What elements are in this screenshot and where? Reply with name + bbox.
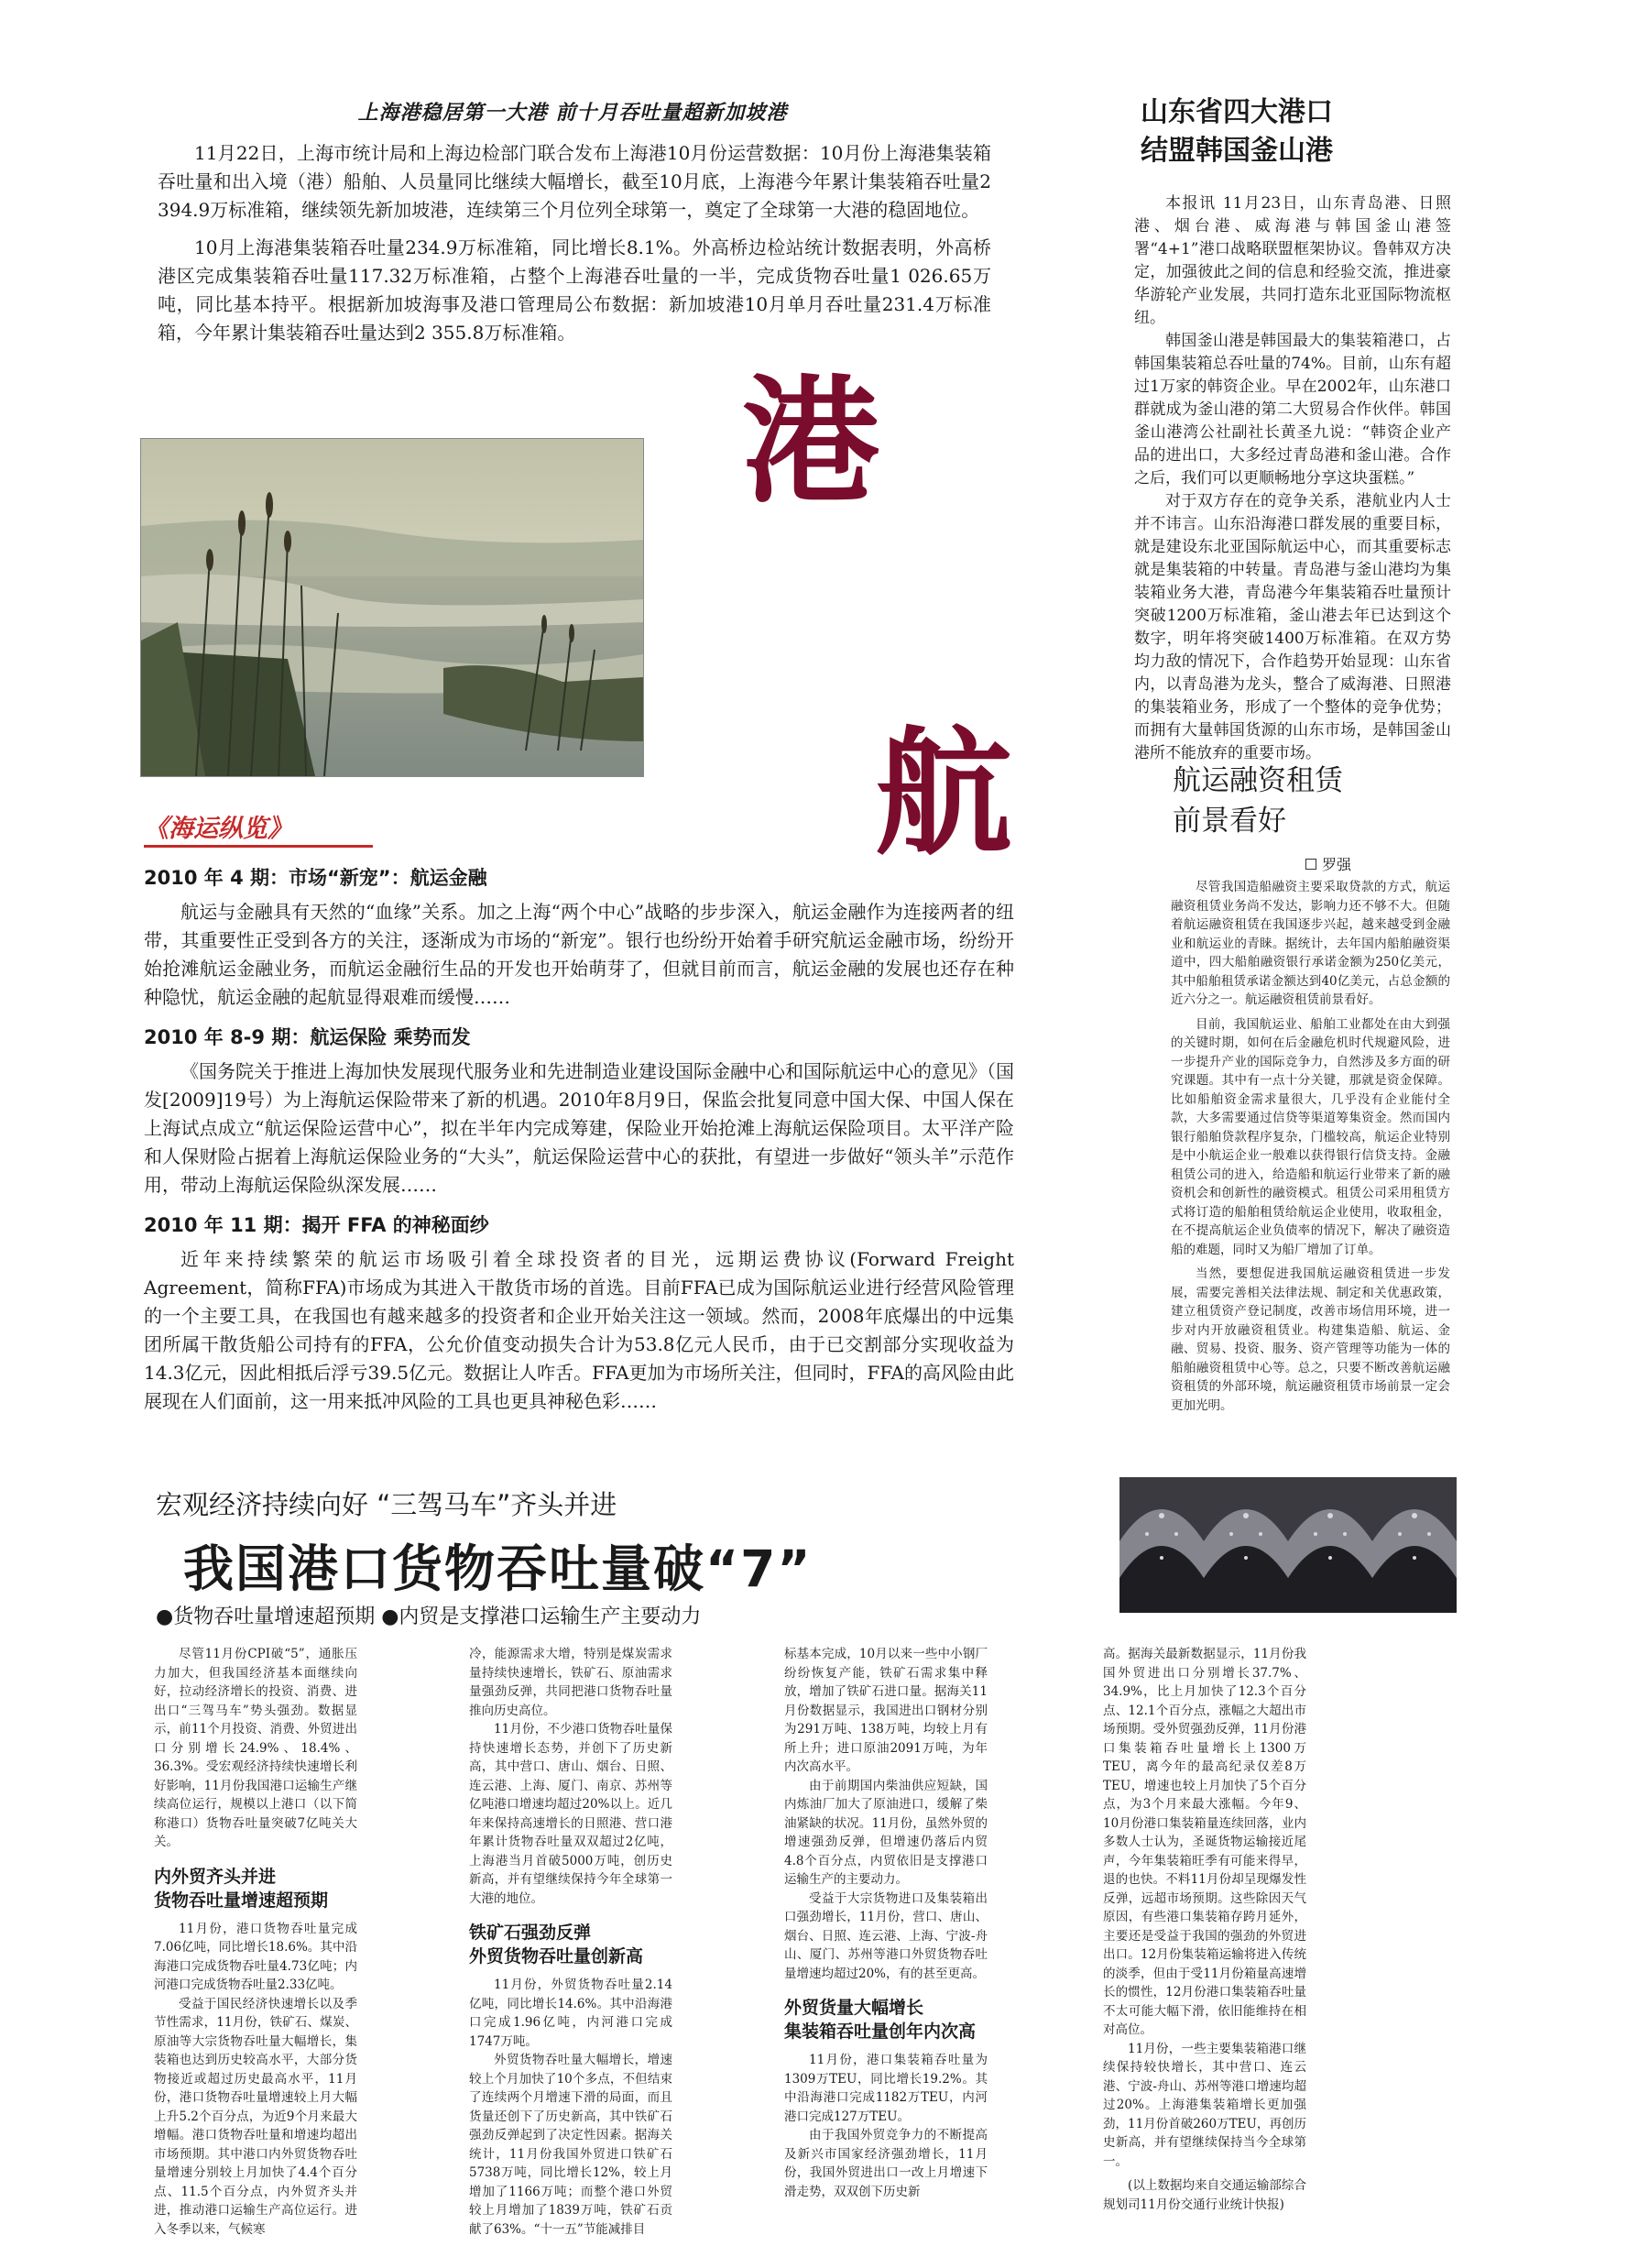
haiyun-body [144, 860, 1014, 1416]
haiyun-heading-1: 2010 年 4 期：市场“新宠”：航运金融 [144, 867, 487, 889]
shandong-title-line2: 结盟韩国釜山港 [1141, 135, 1333, 167]
paragraph: 11月份，港口货物吞吐量完成7.06亿吨，同比增长18.6%。其中沿海港口完成货物吞吐量4.73亿吨；内河港口完成货物吞吐量2.33亿吨。 [154, 1921, 357, 1992]
main-kicker: 宏观经济持续向好 “三驾马车”齐头并进 [156, 1489, 617, 1520]
painting-svg [141, 439, 643, 776]
haiyun-logo [144, 808, 292, 844]
subhead [154, 1865, 357, 1912]
financing-body [1171, 878, 1450, 1415]
paragraph: 韩国釜山港是韩国最大的集装箱港口，占韩国集装箱总吞吐量的74%。目前，山东有超过1万家的韩资企业。早在2002年，山东港口群就成为釜山港的第二大贸易合作伙伴。韩国釜山港湾公社副社长黄圣九说：“韩资企业产品的进出口，大多经过青岛港和釜山港。合作之后，我们可以更顺畅地分享这块蛋糕。” [1134, 332, 1451, 488]
landscape-painting-image [140, 438, 644, 777]
paragraph: 标基本完成，10月以来一些中小钢厂纷纷恢复产能，铁矿石需求集中释放，增加了铁矿石进口量。据海关11月份数据显示，我国进出口钢材分别为291万吨、138万吨，均较上月有所上升；进口原油2091万吨，为年内次高水平。 [784, 1647, 988, 1774]
paragraph: 航运与金融具有天然的“血缘”关系。加之上海“两个中心”战略的步步深入，航运金融作为连接两者的纽带，其重要性正受到各方的关注，逐渐成为市场的“新宠”。银行也纷纷开始着手研究航运金融市场，纷纷开始抢滩航运金融业务，而航运金融衍生品的开发也开始萌芽了，但就目前而言，航运金融的发展也还存在种种隐忧，航运金融的起航显得艰难而缓慢…… [144, 901, 1014, 1008]
subhead [784, 1996, 988, 2043]
paragraph: 11月份，港口集装箱吞吐量为1309万TEU，同比增长19.2%。其中沿海港口完成1182万TEU，内河港口完成127万TEU。 [784, 2053, 988, 2124]
top-article-body [158, 139, 991, 347]
shandong-title [1141, 93, 1379, 170]
main-headline: 我国港口货物吞吐量破“7” [183, 1539, 813, 1598]
subhead-line: 货物吞吐量增速超预期 [154, 1890, 329, 1911]
subhead-line: 集装箱吞吐量创年内次高 [784, 2021, 977, 2042]
paragraph: 目前，我国航运业、船舶工业都处在由大到强的关键时期，如何在后金融危机时代规避风险，进一步提升产业的国际竞争力，自然涉及多方面的研究课题。其中有一点十分关键，那就是资金保障。比如船舶资金需求量很大，几乎没有企业能付全款，大多需要通过信贷等渠道筹集资金。然而国内银行船舶贷款程序复杂，门槛较高，航运企业特别是中小航运企业一般难以获得银行信贷支持。金融租赁公司的进入，给造船和航运行业带来了新的融资机会和创新性的融资模式。租赁公司采用租赁方式将订造的船舶租赁给航运企业使用，收取租金，在不提高航运企业负债率的情况下，解决了融资造船的难题，同时又为船厂增加了订单。 [1171, 1016, 1450, 1257]
main-col-1 [154, 1645, 357, 2239]
subhead-line: 外贸货量大幅增长 [784, 1998, 924, 2018]
financing-author [1305, 853, 1351, 874]
main-bullets: ●货物吞吐量增速超预期 ●内贸是支撑港口运输生产主要动力 [156, 1605, 702, 1628]
financing-title-line2: 前景看好 [1173, 805, 1286, 838]
subhead-line: 外贸货物吞吐量创新高 [469, 1946, 644, 1967]
haiyun-underline [144, 845, 373, 848]
top-article-title: 上海港稳居第一大港 前十月吞吐量超新加坡港 [357, 102, 788, 125]
paragraph: 尽管11月份CPI破“5”，通胀压力加大，但我国经济基本面继续向好，拉动经济增长的投资、消费、进出口“三驾马车”势头强劲。数据显示，前11个月投资、消费、外贸进出口分别增长24.9%、18.4%、36.3%。受宏观经济持续快速增长利好影响，11月份我国港口运输生产继续高位运行，规模以上港口（以下简称港口）货物吞吐量突破7亿吨关大关。 [154, 1647, 357, 1849]
subhead [469, 1921, 672, 1968]
paragraph: 冷，能源需求大增，特别是煤炭需求量持续快速增长，铁矿石、原油需求量强劲反弹，共同把港口货物吞吐量推向历史高位。 [469, 1647, 672, 1718]
paragraph: 外贸货物吞吐量大幅增长，增速较上个月加快了10个多点，不但结束了连续两个月增速下滑的局面，而且货量还创下了历史新高，其中铁矿石强劲反弹起到了决定性因素。据海关统计，11月份我国外贸进口铁矿石5738万吨，同比增长12%，较上月增加了1166万吨；而整个港口外贸较上月增加了1839万吨，铁矿石贡献了63%。“十一五”节能减排目 [469, 2053, 672, 2237]
paragraph: 当然，要想促进我国航运融资租赁进一步发展，需要完善相关法律法规、制定和关优惠政策，建立租赁资产登记制度，改善市场信用环境，进一步对内开放融资租赁业。构建集造船、航运、金融、贸易、投资、服务、资产管理等功能为一体的船舶融资租赁中心等。总之，只要不断改善航运融资租赁的外部环境，航运融资租赁市场前景一定会更加光明。 [1171, 1266, 1450, 1413]
paragraph: 受益于国民经济快速增长以及季节性需求，11月份，铁矿石、煤炭、原油等大宗货物吞吐量大幅增长，集装箱也达到历史较高水平，大部分货物接近或超过历史最高水平，11月份，港口货物吞吐量增速较上月大幅上升5.2个百分点，为近9个月来最大增幅。港口货物吞吐量和增速均超出市场预期。其中港口内外贸货物吞吐量增速分别较上月加快了4.4个百分点、11.5个百分点，内外贸齐头并进，推动港口运输生产高位运行。进入冬季以来，气候寒 [154, 1996, 357, 2237]
paragraph: 11月份，一些主要集装箱港口继续保持较快增长，其中营口、连云港、宁波-舟山、苏州等港口增速均超过20%。上海港集装箱增长更加强劲，11月份首破260万TEU，再创历史新高，并有望继续保持当今全球第一。 [1103, 2041, 1306, 2169]
shandong-body [1134, 192, 1451, 765]
paragraph: 由于前期国内柴油供应短缺，国内炼油厂加大了原油进口，缓解了柴油紧缺的状况。11月份，虽然外贸的增速强劲反弹，但增速仍落后内贸4.8个百分点，内贸依旧是支撑港口运输生产的主要动力。 [784, 1778, 988, 1887]
paragraph: 近年来持续繁荣的航运市场吸引着全球投资者的目光，远期运费协议(Forward Freight Agreement，简称FFA)市场成为其进入干散货市场的首选。目前FFA已成为国际航运业进行经营风险管理的一个主要工具，在我国也有越来越多的投资者和企业开始关注这一领域。然而，2008年底爆出的中远集团所属干散货船公司持有的FFA，公允价值变动损失合计为53.8亿元人民币，由于已交割部分实现收益为14.3亿元，因此相抵后浮亏39.5亿元。数据让人咋舌。FFA更加为市场所关注，但同时，FFA的高风险由此展现在人们面前，这一用来抵冲风险的工具也更具神秘色彩…… [144, 1248, 1014, 1412]
haiyun-heading-2: 2010 年 8-9 期：航运保险 乘势而发 [144, 1026, 471, 1048]
paragraph: 本报讯 11月23日，山东青岛港、日照港、烟台港、威海港与韩国釜山港签署“4+1”港口战略联盟框架协议。鲁韩双方决定，加强彼此之间的信息和经验交流，推进豪华游轮产业发展，共同打造东北亚国际物流枢纽。 [1134, 194, 1451, 327]
paragraph: 高。据海关最新数据显示，11月份我国外贸进出口分别增长37.7%、34.9%，比上月加快了12.3个百分点、12.1个百分点，涨幅之大超出市场预期。受外贸强劲反弹，11月份港口集装箱吞吐量增长上1300万TEU，离今年的最高纪录仅差8万TEU，增速也较上月加快了5个百分点，为3个月来最大涨幅。今年9、10月份港口集装箱量连续回落，业内多数人士认为，圣诞货物运输接近尾声，今年集装箱旺季有可能来得早，退的也快。不料11月份却呈现爆发性反弹，远超市场预期。这些除因天气原因，有些港口集装箱存跨月延外，主要还是受益于我国的强劲的外贸进出口。12月份集装箱运输将进入传统的淡季，但由于受11月份箱量高速增长的惯性，12月份港口集装箱吞吐量不太可能大幅下滑，依旧能维持在相对高位。 [1103, 1647, 1306, 2037]
author-box-icon [1305, 859, 1316, 870]
financing-title-line1: 航运融资租赁 [1173, 764, 1343, 797]
subhead-line: 内外贸齐头并进 [154, 1866, 277, 1887]
big-char-hang: 航 [875, 715, 1013, 874]
paragraph: 由于我国外贸竞争力的不断提高及新兴市国家经济强劲增长，11月份，我国外贸进出口一改上月增速下滑走势，双双创下历史新 [784, 2128, 988, 2199]
paragraph: 尽管我国造船融资主要采取贷款的方式，航运融资租赁业务尚不发达，影响力还不够不大。但随着航运融资租赁在我国逐步兴起，越来越受到金融业和航运业的青睐。据统计，去年国内船舶融资渠道中，四大船舶融资银行承诺金额为250亿美元，其中船舶租赁承诺金额达到40亿美元，占总金额的近六分之一。航运融资租赁前景看好。 [1171, 880, 1450, 1007]
pattern-svg [1119, 1477, 1457, 1613]
haiyun-logo-text: 《海运纵览》 [144, 815, 292, 843]
main-col-2 [469, 1645, 672, 2239]
big-char-gang: 港 [742, 363, 880, 522]
subhead-line: 铁矿石强劲反弹 [469, 1923, 592, 1943]
paragraph: 10月上海港集装箱吞吐量234.9万标准箱，同比增长8.1%。外高桥边检站统计数据表明，外高桥港区完成集装箱吞吐量117.32万标准箱，占整个上海港吞吐量的一半，完成货物吞吐量1 026.65万吨，同比基本持平。根据新加坡海事及港口管理局公布数据：新加坡港10月单月吞吐量231.4万标准箱，今年累计集装箱吞吐量达到2 355.8万标准箱。 [158, 236, 991, 344]
paragraph: 受益于大宗货物进口及集装箱出口强劲增长，11月份，营口、唐山、烟台、日照、连云港、上海、宁波-舟山、厦门、苏州等港口外贸货物吞吐量增速均超过20%，有的甚至更高。 [784, 1890, 988, 1981]
source-note: (以上数据均来自交通运输部综合规划司11月份交通行业统计快报) [1103, 2178, 1306, 2212]
paragraph: 11月22日，上海市统计局和上海边检部门联合发布上海港10月份运营数据：10月份上海港集装箱吞吐量和出入境（港）船舶、人员量同比继续大幅增长，截至10月底，上海港今年累计集装箱吞吐量2 394.9万标准箱，继续领先新加坡港，连续第三个月位列全球第一，奠定了全球第一大港的稳固地位。 [158, 142, 991, 221]
haiyun-heading-3: 2010 年 11 期：揭开 FFA 的神秘面纱 [144, 1214, 489, 1236]
paragraph: 11月份，不少港口货物吞吐量保持快速增长态势，并创下了历史新高，其中营口、唐山、烟台、日照、连云港、上海、厦门、南京、苏州等亿吨港口增速均超过20%以上。近几年来保持高速增长的日照港、营口港年累计货物吞吐量双双超过2亿吨，上海港当月首破5000万吨，创历史新高，并有望继续保持今年全球第一大港的地位。 [469, 1722, 672, 1906]
main-col-3 [784, 1645, 988, 2201]
paragraph: 《国务院关于推进上海加快发展现代服务业和先进制造业建设国际金融中心和国际航运中心的意见》（国发[2009]19号）为上海航运保险带来了新的机遇。2010年8月9日，保监会批复同意中国大保、中国人保在上海试点成立“航运保险运营中心”，拟在半年内完成筹建，保险业开始抢滩上海航运保险项目。太平洋产险和人保财险占据着上海航运保险业务的“大头”，航运保险运营中心的获批，有望进一步做好“领头羊”示范作用，带动上海航运保险纵深发展…… [144, 1060, 1014, 1196]
shandong-title-line1: 山东省四大港口 [1141, 96, 1333, 128]
pattern-image [1119, 1477, 1457, 1613]
paragraph: 11月份，外贸货物吞吐量2.14亿吨，同比增长14.6%。其中沿海港口完成1.96亿吨，内河港口完成1747万吨。 [469, 1978, 672, 2049]
paragraph: 对于双方存在的竞争关系，港航业内人士并不讳言。山东沿海港口群发展的重要目标，就是建设东北亚国际航运中心，而其重要标志就是集装箱的中转量。青岛港与釜山港均为集装箱业务大港，青岛港今年集装箱吞吐量预计突破1200万标准箱，釜山港去年已达到这个数字，明年将突破1400万标准箱。在双方势均力敌的情况下，合作趋势开始显现：山东省内，以青岛港为龙头，整合了威海港、日照港的集装箱业务，形成了一个整体的竞争优势；而拥有大量韩国货源的山东市场，是韩国釜山港所不能放弃的重要市场。 [1134, 492, 1451, 762]
main-col-4 [1103, 1645, 1306, 2214]
financing-title [1173, 761, 1429, 841]
author-name: 罗强 [1322, 856, 1352, 873]
